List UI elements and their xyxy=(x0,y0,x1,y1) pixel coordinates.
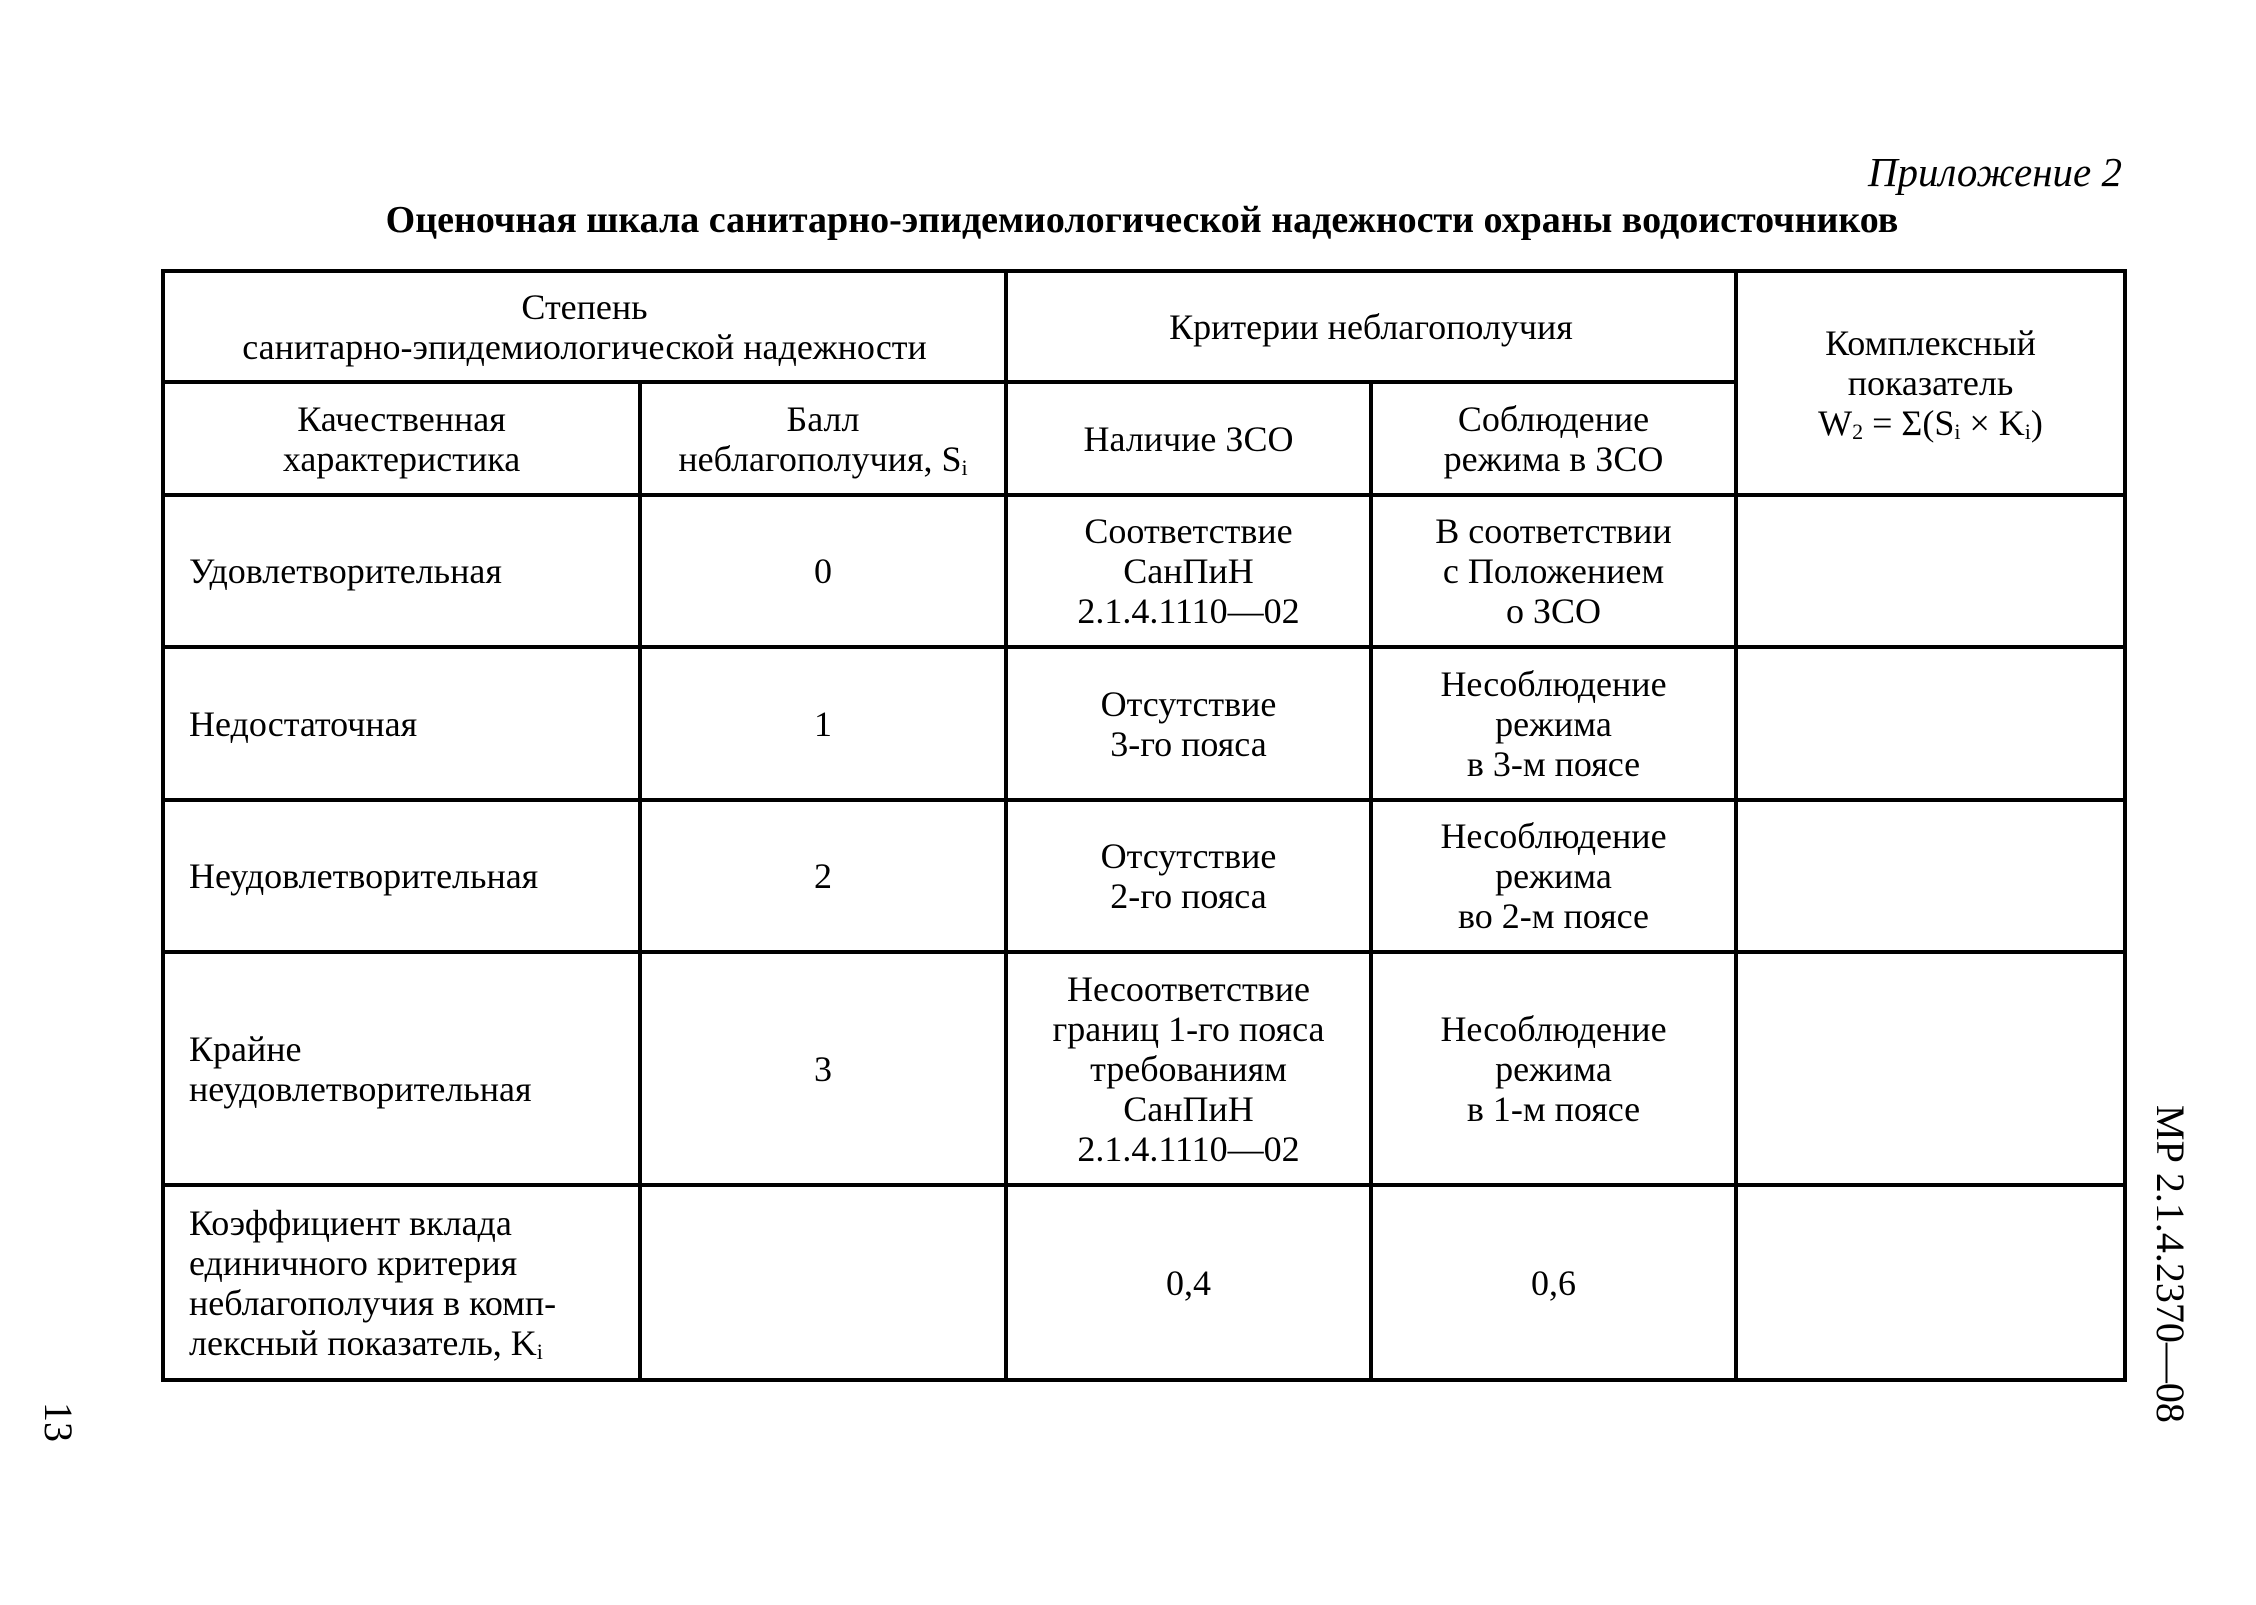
coefficient-complex-cell xyxy=(1736,1185,2125,1380)
coefficient-row xyxy=(163,1185,2125,1380)
row-characteristic-line: неудовлетворительная xyxy=(189,1068,532,1109)
header-complex-indicator xyxy=(1736,271,2125,495)
table-title: Оценочная шкала санитарно-эпидемиологической надежности охраны водоисточников xyxy=(385,199,1899,241)
formula-sub-2: 2 xyxy=(1852,418,1864,444)
row-zso-presence xyxy=(1006,495,1371,648)
row-complex-cell xyxy=(1736,952,2125,1185)
header-criteria: Критерии неблагополучия xyxy=(1006,271,1736,382)
page-number: 13 xyxy=(36,1402,81,1442)
header-score-line1: Балл xyxy=(786,398,860,439)
row-score: 3 xyxy=(640,952,1006,1185)
row-zso-regime-line: в 1-м поясе xyxy=(1466,1088,1641,1129)
row-characteristic-line: Недостаточная xyxy=(189,703,418,744)
row-zso-presence-line: Соответствие xyxy=(1084,511,1293,552)
row-zso-regime-line: режима xyxy=(1495,856,1612,897)
row-score: 2 xyxy=(640,800,1006,953)
header-row-1 xyxy=(163,271,2125,382)
header-degree-line1: Степень xyxy=(521,286,648,327)
row-zso-presence-line: 3-го пояса xyxy=(1110,723,1267,764)
row-zso-presence-line: СанПиН xyxy=(1123,1088,1254,1129)
formula-sub-i-s: i xyxy=(1954,418,1961,444)
table-row xyxy=(163,495,2125,648)
table-row xyxy=(163,800,2125,953)
appendix-label: Приложение 2 xyxy=(1867,149,2122,195)
row-zso-presence xyxy=(1006,952,1371,1185)
row-zso-regime-line: с Положением xyxy=(1442,551,1665,592)
row-zso-regime-line: режима xyxy=(1495,1048,1612,1089)
header-score-line2 xyxy=(650,439,996,479)
row-complex-cell xyxy=(1736,495,2125,648)
header-zso-presence: Наличие ЗСО xyxy=(1006,382,1371,494)
row-zso-presence-line: границ 1-го пояса xyxy=(1052,1008,1325,1049)
formula-w: W xyxy=(1818,402,1853,443)
formula-sub-i-k: i xyxy=(2024,418,2031,444)
header-degree xyxy=(163,271,1006,382)
coefficient-label-line: неблагополучия в комп- xyxy=(189,1282,557,1323)
row-zso-regime xyxy=(1371,800,1736,953)
row-zso-regime xyxy=(1371,952,1736,1185)
row-zso-presence-line: требованиям xyxy=(1090,1048,1287,1089)
row-zso-regime-line: о ЗСО xyxy=(1505,591,1602,632)
header-zso-regime-line1: Соблюдение xyxy=(1457,398,1650,439)
row-characteristic xyxy=(163,800,640,953)
document-code: МР 2.1.4.2370—08 xyxy=(2148,1105,2193,1423)
header-qualitative-line2: характеристика xyxy=(282,438,521,479)
row-zso-regime xyxy=(1371,495,1736,648)
row-zso-presence xyxy=(1006,647,1371,800)
row-characteristic xyxy=(163,495,640,648)
row-score: 1 xyxy=(640,647,1006,800)
row-zso-regime-line: В соответствии xyxy=(1435,511,1672,552)
row-zso-presence-line: СанПиН xyxy=(1123,551,1254,592)
header-zso-regime-line2: режима в ЗСО xyxy=(1443,438,1664,479)
coefficient-label-line: Коэффициент вклада xyxy=(189,1202,512,1243)
row-zso-regime-line: режима xyxy=(1495,703,1612,744)
header-degree-line2: санитарно-эпидемиологической надежности xyxy=(242,326,927,367)
row-characteristic-line: Крайне xyxy=(189,1028,302,1069)
formula-times-k: × K xyxy=(1960,402,2025,443)
header-score-text: неблагополучия, S xyxy=(678,438,962,479)
header-score-sub: i xyxy=(961,454,968,480)
row-zso-regime-line: Несоблюдение xyxy=(1440,816,1667,857)
coefficient-label xyxy=(163,1185,640,1380)
coefficient-empty-cell xyxy=(640,1185,1006,1380)
row-characteristic-line: Удовлетворительная xyxy=(189,551,502,592)
header-complex-line2: показатель xyxy=(1847,362,2014,403)
row-zso-presence-line: 2-го пояса xyxy=(1110,876,1267,917)
table-row xyxy=(163,952,2125,1185)
coefficient-regime: 0,6 xyxy=(1371,1185,1736,1380)
row-characteristic-line: Неудовлетворительная xyxy=(189,856,539,897)
row-zso-presence-line: Отсутствие xyxy=(1100,836,1277,877)
data-rows xyxy=(163,495,2125,1185)
row-zso-presence-line: Несоответствие xyxy=(1067,968,1310,1009)
row-characteristic xyxy=(163,647,640,800)
coefficient-label-line: лексный показатель, $K_i$ xyxy=(189,1322,543,1364)
formula-close: ) xyxy=(2030,402,2043,443)
header-score xyxy=(640,382,1006,494)
row-score: 0 xyxy=(640,495,1006,648)
header-zso-regime xyxy=(1371,382,1736,494)
row-zso-regime-line: Несоблюдение xyxy=(1440,1008,1667,1049)
formula-sum-s: = Σ(S xyxy=(1863,402,1955,443)
row-characteristic xyxy=(163,952,640,1185)
row-zso-regime-line: в 3-м поясе xyxy=(1466,743,1641,784)
coefficient-presence: 0,4 xyxy=(1006,1185,1371,1380)
header-qualitative xyxy=(163,382,640,494)
row-zso-presence-line: 2.1.4.1110—02 xyxy=(1077,1128,1300,1169)
row-zso-presence-line: Отсутствие xyxy=(1100,683,1277,724)
assessment-scale-table xyxy=(161,269,2127,1382)
coefficient-label-sub: i xyxy=(536,1338,543,1364)
table-row xyxy=(163,647,2125,800)
header-qualitative-line1: Качественная xyxy=(297,398,506,439)
header-complex-line1: Комплексный xyxy=(1825,322,2036,363)
row-zso-regime-line: Несоблюдение xyxy=(1440,663,1667,704)
row-complex-cell xyxy=(1736,800,2125,953)
coefficient-label-line: единичного критерия xyxy=(189,1242,518,1283)
complex-formula xyxy=(1746,403,2115,443)
row-complex-cell xyxy=(1736,647,2125,800)
row-zso-regime xyxy=(1371,647,1736,800)
row-zso-presence-line: 2.1.4.1110—02 xyxy=(1077,591,1300,632)
row-zso-presence xyxy=(1006,800,1371,953)
row-zso-regime-line: во 2-м поясе xyxy=(1457,896,1650,937)
